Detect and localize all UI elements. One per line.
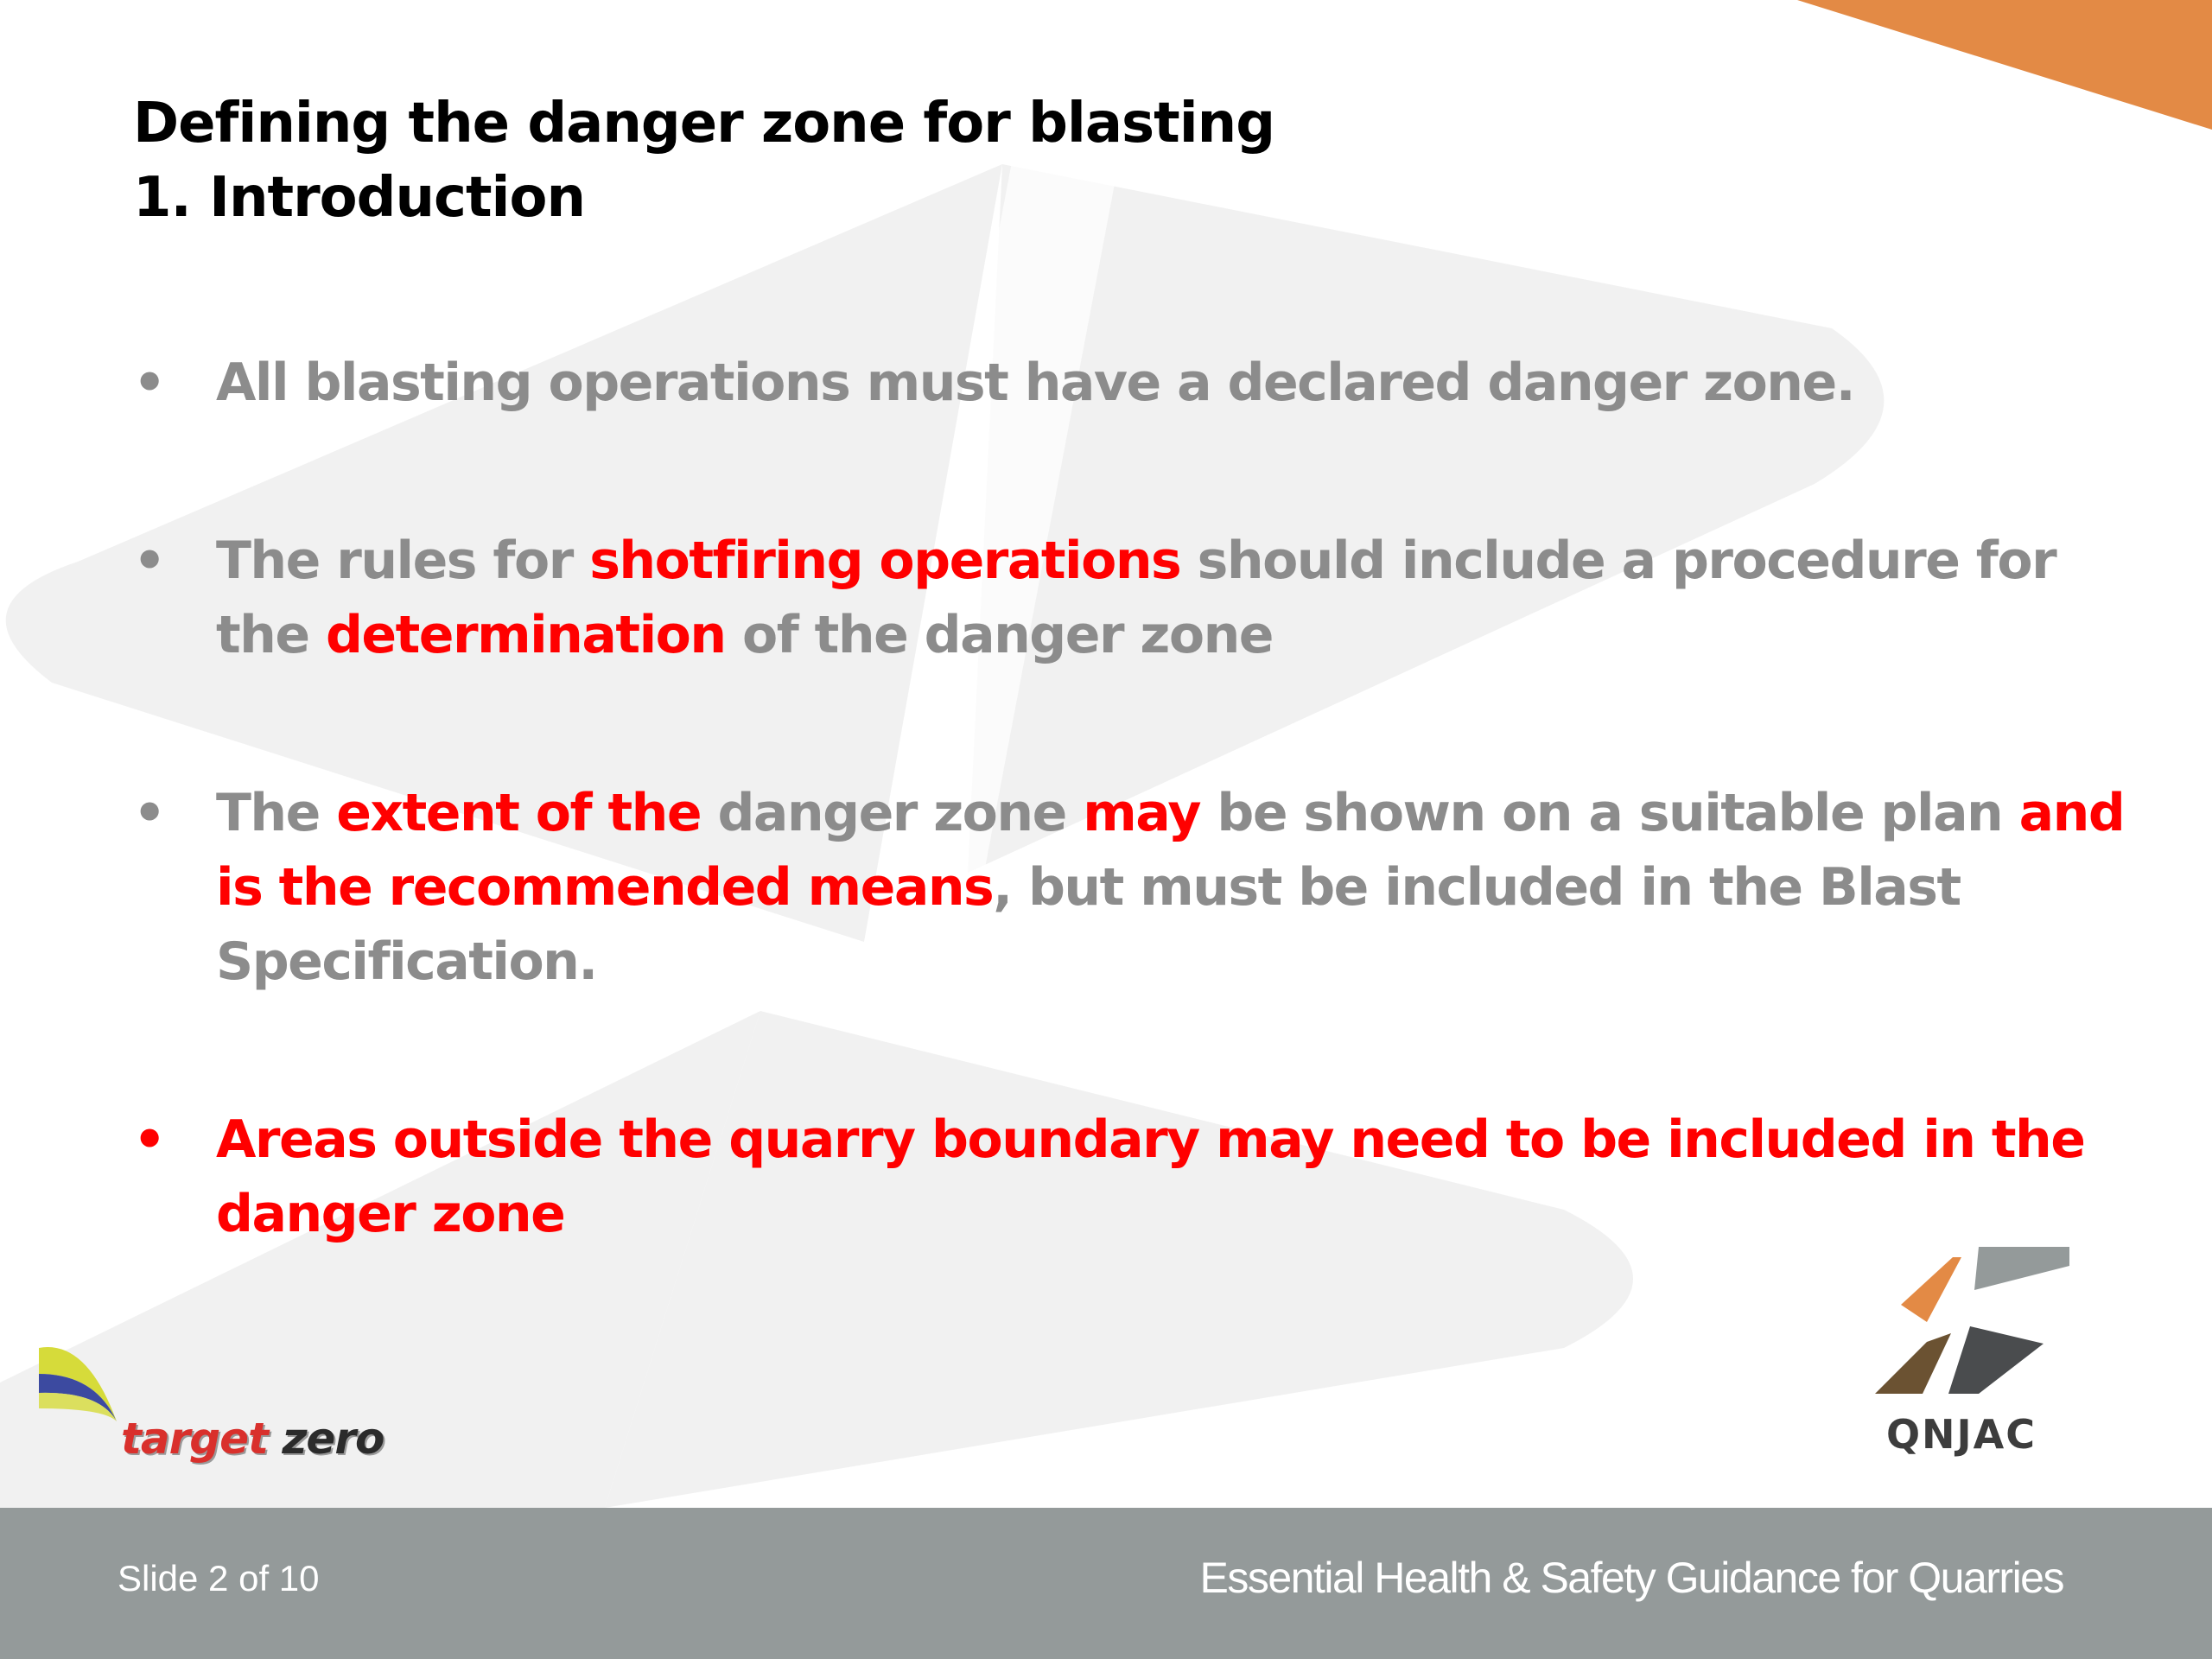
bullet-dot: • bbox=[133, 1109, 165, 1170]
bullet-item bbox=[133, 346, 2146, 420]
qnjac-logo bbox=[1849, 1240, 2074, 1465]
bullet-text: All blasting operations must have a declared danger zone. bbox=[216, 353, 1854, 413]
bullet-dot: • bbox=[133, 353, 165, 413]
target-zero-word-1: target bbox=[121, 1414, 268, 1464]
bullet-text: The rules for bbox=[216, 531, 590, 591]
bullet-text: , but must be included in the Blast Specification. bbox=[216, 857, 1961, 992]
qnjac-mark-icon bbox=[1849, 1240, 2074, 1413]
bullet-list bbox=[133, 346, 2146, 1251]
bullet-text: should include a procedure for the bbox=[216, 531, 2056, 665]
bullet-item bbox=[133, 524, 2146, 672]
title-line-1: Defining the danger zone for blasting bbox=[133, 92, 1274, 156]
bullet-text: danger zone bbox=[701, 783, 1084, 843]
bullet-text: Areas outside the quarry boundary may need to be included in the danger zone bbox=[216, 1109, 2085, 1244]
title-line-2: 1. Introduction bbox=[133, 166, 585, 230]
target-zero-logo bbox=[35, 1339, 385, 1469]
bullet-item bbox=[133, 776, 2146, 999]
bullet-text: of the danger zone bbox=[725, 605, 1273, 665]
bullet-text: The bbox=[216, 783, 337, 843]
qnjac-wordmark: QNJAC bbox=[1885, 1411, 2037, 1458]
bullet-dot: • bbox=[133, 531, 165, 591]
footer-guidance-text: Essential Health & Safety Guidance for Quarries bbox=[1199, 1554, 2063, 1602]
bullet-text: be shown on a suitable plan bbox=[1199, 783, 2019, 843]
highlighted-term: shotfiring operations bbox=[589, 531, 1181, 591]
highlighted-term: extent of the bbox=[336, 783, 702, 843]
footer-bar bbox=[0, 1508, 2212, 1659]
highlighted-term: and is the recommended means bbox=[216, 783, 2125, 918]
slide-number: Slide 2 of 10 bbox=[118, 1558, 320, 1599]
highlighted-term: determination bbox=[325, 605, 726, 665]
bullet-dot: • bbox=[133, 783, 165, 843]
highlighted-term: may bbox=[1083, 783, 1200, 843]
slide-title bbox=[133, 86, 1274, 235]
target-zero-word-2: zero bbox=[282, 1414, 385, 1464]
bullet-item bbox=[133, 1103, 2146, 1251]
